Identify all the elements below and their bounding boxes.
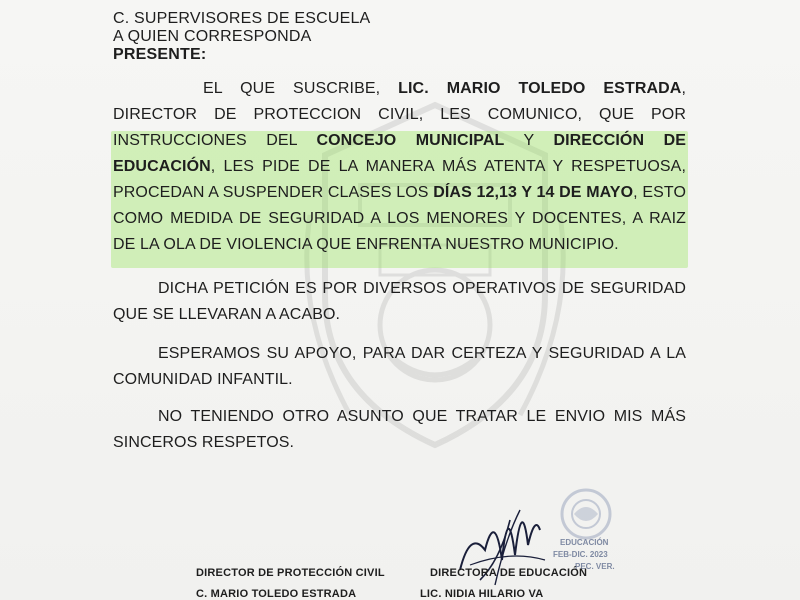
education-stamp-seal (546, 484, 626, 574)
p3-text: ESPERAMOS SU APOYO, PARA DAR CERTEZA Y SEGURIDAD A LA COMUNIDAD INFANTIL. (113, 345, 686, 388)
p1-concejo: CONCEJO MUNICIPAL (316, 132, 505, 149)
p1-dates: DÍAS 12,13 Y 14 DE MAYO (433, 184, 634, 201)
p1-direccion: DIRECCIÓN DE EDUCACIÓN (113, 132, 687, 175)
paragraph-main (113, 76, 686, 258)
p1-intro: EL QUE SUSCRIBE, (203, 80, 399, 97)
presente-heading: PRESENTE: (113, 46, 207, 63)
p2-text: DICHA PETICIÓN ES POR DIVERSOS OPERATIVOS DE SEGURIDAD QUE SE LLEVARAN A ACABO. (113, 280, 686, 323)
p1-name: LIC. MARIO TOLEDO ESTRADA (398, 80, 682, 97)
stamp-line-3: PEC. VER. (575, 562, 615, 571)
paragraph-2 (113, 276, 686, 328)
right-signer-title: DIRECTORA DE EDUCACIÓN (430, 567, 588, 579)
right-signer-name: LIC. NIDIA HILARIO VA (420, 588, 544, 600)
p1-comma: , (210, 158, 224, 175)
p4-text: NO TENIENDO OTRO ASUNTO QUE TRATAR LE ENVIO MIS MÁS SINCEROS RESPETOS. (113, 408, 686, 451)
p1-and: Y (504, 132, 554, 149)
p1-highlighted-a: LES PIDE DE LA MANERA MÁS ATENTA Y RESPETUOSA, PROCEDAN A SUSPENDER CLASES LOS (113, 158, 686, 201)
stamp-line-2: FEB-DIC. 2023 (553, 550, 608, 559)
p1-after-name: , DIRECTOR DE PROTECCION CIVIL, LES COMUNICO, QUE POR INSTRUCCIONES DEL (113, 80, 686, 149)
p1-highlighted-b: , ESTO COMO MEDIDA DE SEGURIDAD A LOS MENORES Y DOCENTES, A RAIZ DE LA OLA DE VIOLENCIA QUE ENFRENTA NUESTRO MUNICIPIO. (113, 184, 686, 253)
left-signer-name: C. MARIO TOLEDO ESTRADA (196, 588, 357, 600)
stamp-line-1: EDUCACIÓN (560, 538, 609, 547)
addressee-line: C. SUPERVISORES DE ESCUELA (113, 10, 371, 27)
addressee-line-2: A QUIEN CORRESPONDA (113, 28, 312, 45)
paragraph-4 (113, 404, 686, 456)
paragraph-3 (113, 341, 686, 393)
left-signer-title: DIRECTOR DE PROTECCIÓN CIVIL (196, 567, 385, 579)
